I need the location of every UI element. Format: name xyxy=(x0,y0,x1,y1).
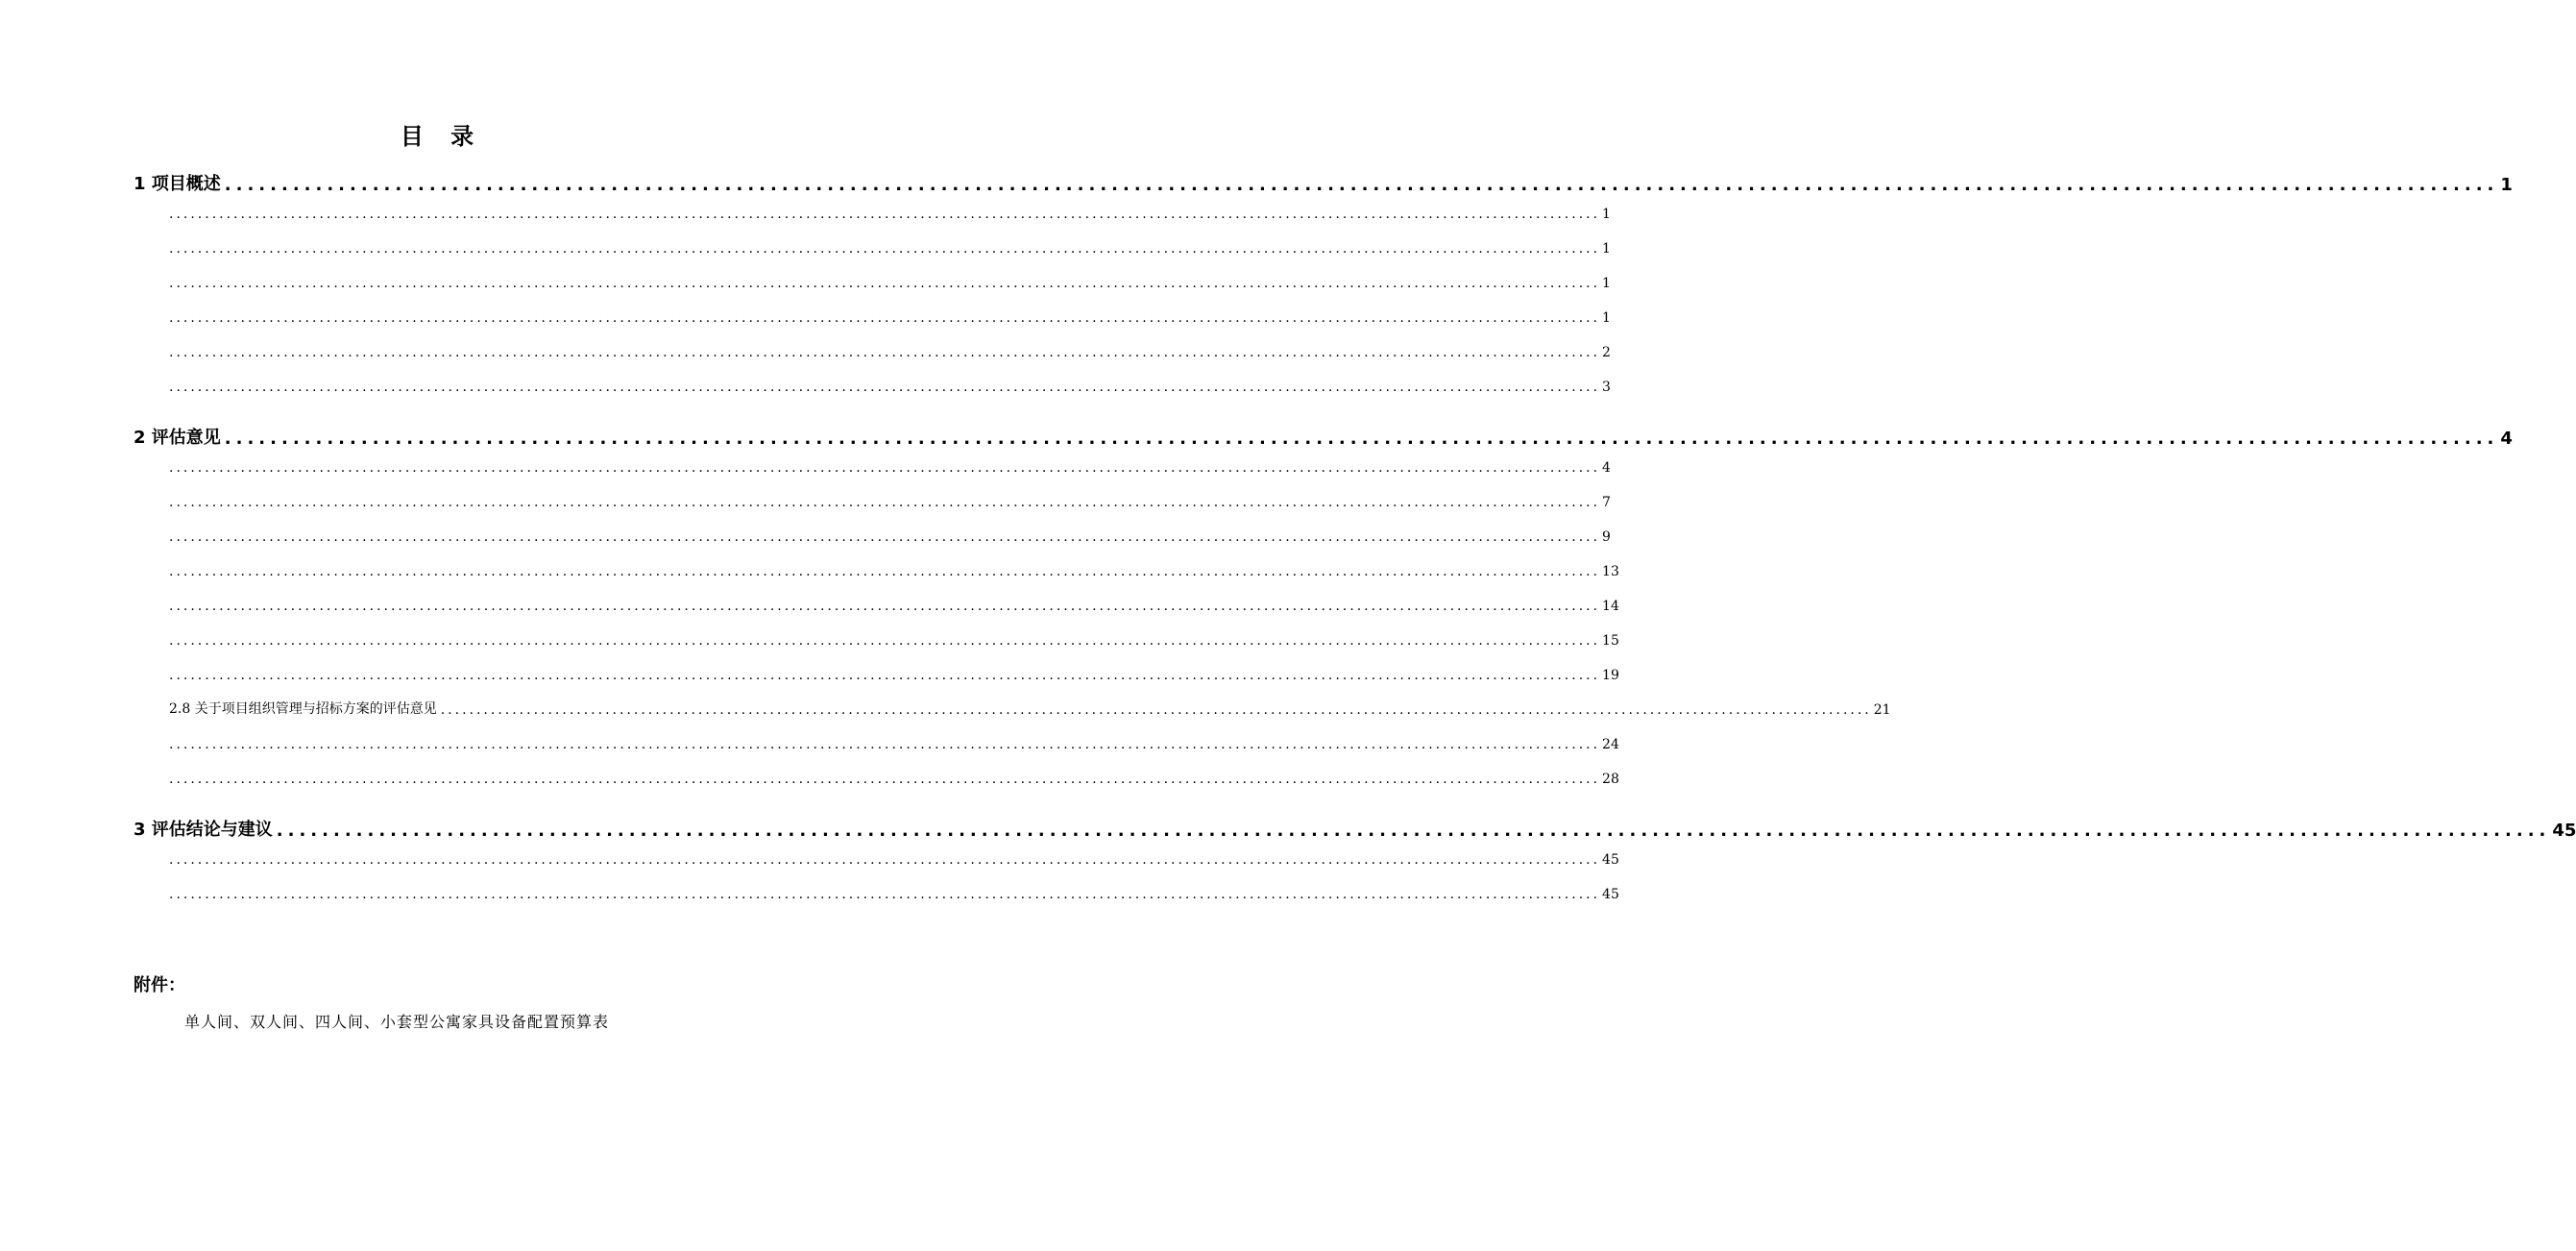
toc-leader-dots: ........................................................................................................................................................................................................ xyxy=(276,821,2551,841)
toc-page-number: 45 xyxy=(2552,821,2576,841)
toc-entry-section[interactable] xyxy=(169,626,1619,649)
toc-leader-dots: ........................................................................................................................................................................................................ xyxy=(169,633,1601,649)
toc-page-number: 1 xyxy=(1602,276,1611,291)
toc-page-number: 1 xyxy=(1602,207,1611,222)
toc-entry-section[interactable] xyxy=(169,879,1619,902)
toc-entry-section[interactable] xyxy=(169,372,1611,395)
toc-entry-section[interactable] xyxy=(169,199,1611,222)
toc-page-number: 13 xyxy=(1602,564,1619,579)
toc-entry-section[interactable] xyxy=(169,729,1619,752)
toc-entry-section[interactable] xyxy=(169,522,1611,545)
toc-leader-dots: ........................................................................................................................................................................................................ xyxy=(440,702,1872,718)
toc-page-number: 28 xyxy=(1602,772,1619,787)
toc-title: 目 录 xyxy=(400,123,484,150)
toc-leader-dots: ........................................................................................................................................................................................................ xyxy=(169,772,1601,787)
toc-leader-dots: ........................................................................................................................................................................................................ xyxy=(169,241,1601,257)
toc-entry-section[interactable] xyxy=(169,233,1611,257)
toc-page-number: 14 xyxy=(1602,599,1619,614)
toc-leader-dots: ........................................................................................................................................................................................................ xyxy=(169,529,1601,545)
toc-leader-dots: ........................................................................................................................................................................................................ xyxy=(224,175,2499,195)
toc-leader-dots: ........................................................................................................................................................................................................ xyxy=(169,887,1601,902)
toc-leader-dots: ........................................................................................................................................................................................................ xyxy=(169,495,1601,510)
toc-entry-section[interactable] xyxy=(169,487,1611,510)
toc-entry-section[interactable] xyxy=(169,764,1619,787)
toc-page-number: 45 xyxy=(1602,887,1619,902)
attachments-heading: 附件： xyxy=(134,975,185,995)
toc-entry-section[interactable] xyxy=(169,591,1619,614)
toc-leader-dots: ........................................................................................................................................................................................................ xyxy=(169,207,1601,222)
toc-entry-section[interactable] xyxy=(169,695,1891,718)
toc-leader-dots: ........................................................................................................................................................................................................ xyxy=(169,276,1601,291)
toc-page-number: 4 xyxy=(1602,460,1611,476)
toc-entry-label: 3 评估结论与建议 xyxy=(134,820,273,840)
toc-page-number: 15 xyxy=(1602,633,1619,649)
toc-page-number: 24 xyxy=(1602,737,1619,752)
toc-page-number: 2 xyxy=(1602,345,1611,360)
toc-page-number: 1 xyxy=(1602,241,1611,257)
toc-entry-section[interactable] xyxy=(169,845,1619,868)
toc-leader-dots: ........................................................................................................................................................................................................ xyxy=(169,668,1601,683)
toc-leader-dots: ........................................................................................................................................................................................................ xyxy=(169,310,1601,326)
toc-leader-dots: ........................................................................................................................................................................................................ xyxy=(169,599,1601,614)
toc-entry-section[interactable] xyxy=(169,556,1619,579)
toc-page-number: 1 xyxy=(1602,310,1611,326)
toc-page-number: 1 xyxy=(2500,175,2513,195)
toc-entry-section[interactable] xyxy=(169,303,1611,326)
toc-leader-dots: ........................................................................................................................................................................................................ xyxy=(224,429,2499,449)
toc-entry-label: 1 项目概述 xyxy=(134,174,221,194)
toc-entry-chapter[interactable] xyxy=(134,164,2513,195)
toc-entry-section[interactable] xyxy=(169,453,1611,476)
toc-leader-dots: ........................................................................................................................................................................................................ xyxy=(169,564,1601,579)
toc-entry-label: 2 评估意见 xyxy=(134,428,221,448)
toc-page-number: 21 xyxy=(1873,702,1891,718)
toc-page-number: 3 xyxy=(1602,380,1611,395)
toc-page-number: 7 xyxy=(1602,495,1611,510)
toc-leader-dots: ........................................................................................................................................................................................................ xyxy=(169,460,1601,476)
toc-entry-label: 2.8 关于项目组织管理与招标方案的评估意见 xyxy=(169,701,437,717)
attachment-item: 单人间、双人间、四人间、小套型公寓家具设备配置预算表 xyxy=(184,1013,610,1031)
toc-page-number: 4 xyxy=(2500,429,2513,449)
toc-leader-dots: ........................................................................................................................................................................................................ xyxy=(169,380,1601,395)
toc-entry-section[interactable] xyxy=(169,268,1611,291)
toc-leader-dots: ........................................................................................................................................................................................................ xyxy=(169,345,1601,360)
toc-page-number: 45 xyxy=(1602,852,1619,868)
toc-leader-dots: ........................................................................................................................................................................................................ xyxy=(169,852,1601,868)
toc-leader-dots: ........................................................................................................................................................................................................ xyxy=(169,737,1601,752)
toc-entry-chapter[interactable] xyxy=(134,418,2513,449)
toc-entry-section[interactable] xyxy=(169,660,1619,683)
toc-entry-chapter[interactable] xyxy=(134,810,2576,841)
toc-page-number: 19 xyxy=(1602,668,1619,683)
toc-page-number: 9 xyxy=(1602,529,1611,545)
toc-entry-section[interactable] xyxy=(169,337,1611,360)
